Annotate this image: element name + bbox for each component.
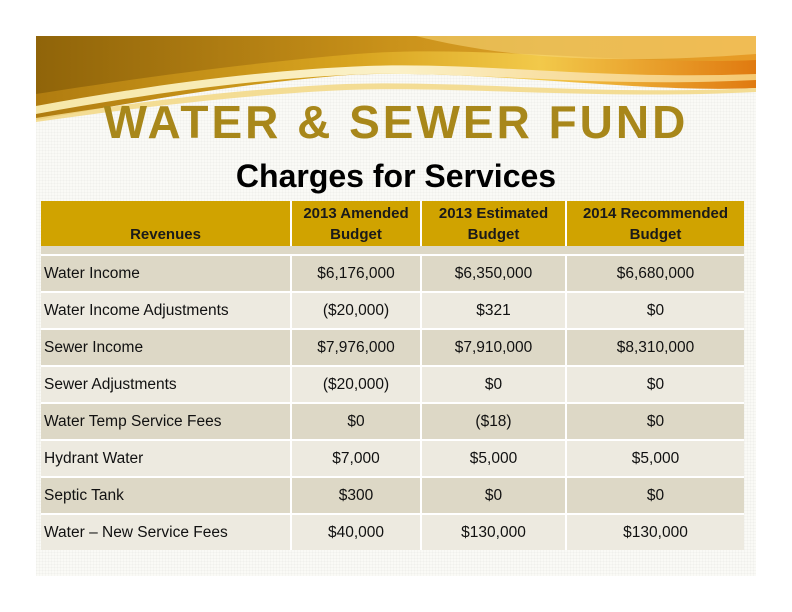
header-line: Revenues xyxy=(130,226,201,243)
row-label: Water Temp Service Fees xyxy=(41,403,291,440)
header-line: Budget xyxy=(467,225,520,243)
spacer-cell xyxy=(41,246,744,255)
amended-value: $7,000 xyxy=(291,440,421,477)
header-line: Budget xyxy=(330,225,382,243)
table-row xyxy=(41,514,744,550)
header-line: 2013 Amended xyxy=(303,204,409,222)
row-label: Water – New Service Fees xyxy=(41,514,291,550)
spacer-row xyxy=(41,246,744,255)
row-label: Septic Tank xyxy=(41,477,291,514)
recommended-value: $0 xyxy=(566,403,744,440)
estimated-value: $0 xyxy=(421,366,566,403)
header-revenues xyxy=(41,201,291,246)
header-2013-amended xyxy=(291,201,421,246)
row-label: Water Income xyxy=(41,255,291,292)
header-line: Budget xyxy=(629,225,682,243)
estimated-value: $321 xyxy=(421,292,566,329)
recommended-value: $130,000 xyxy=(566,514,744,550)
table-row xyxy=(41,255,744,292)
row-label: Water Income Adjustments xyxy=(41,292,291,329)
table-row xyxy=(41,292,744,329)
estimated-value: $6,350,000 xyxy=(421,255,566,292)
header-2013-estimated xyxy=(421,201,566,246)
recommended-value: $8,310,000 xyxy=(566,329,744,366)
table-row xyxy=(41,477,744,514)
amended-value: $7,976,000 xyxy=(291,329,421,366)
recommended-value: $0 xyxy=(566,292,744,329)
revenues-table xyxy=(41,201,744,550)
amended-value: ($20,000) xyxy=(291,366,421,403)
header-line: 2013 Estimated xyxy=(438,204,549,222)
estimated-value: $7,910,000 xyxy=(421,329,566,366)
recommended-value: $0 xyxy=(566,477,744,514)
recommended-value: $0 xyxy=(566,366,744,403)
amended-value: ($20,000) xyxy=(291,292,421,329)
amended-value: $40,000 xyxy=(291,514,421,550)
page-subtitle: Charges for Services xyxy=(235,158,557,194)
amended-value: $0 xyxy=(291,403,421,440)
table-row xyxy=(41,329,744,366)
table-header-row xyxy=(41,201,744,246)
table-row xyxy=(41,403,744,440)
estimated-value: ($18) xyxy=(421,403,566,440)
table-row xyxy=(41,366,744,403)
header-line: 2014 Recommended xyxy=(582,204,729,222)
slide xyxy=(36,36,756,576)
row-label: Sewer Income xyxy=(41,329,291,366)
recommended-value: $5,000 xyxy=(566,440,744,477)
estimated-value: $5,000 xyxy=(421,440,566,477)
row-label: Sewer Adjustments xyxy=(41,366,291,403)
header-2014-recommended xyxy=(566,201,744,246)
recommended-value: $6,680,000 xyxy=(566,255,744,292)
amended-value: $300 xyxy=(291,477,421,514)
estimated-value: $0 xyxy=(421,477,566,514)
table-row xyxy=(41,440,744,477)
page-title: WATER & SEWER FUND xyxy=(103,96,689,148)
row-label: Hydrant Water xyxy=(41,440,291,477)
estimated-value: $130,000 xyxy=(421,514,566,550)
amended-value: $6,176,000 xyxy=(291,255,421,292)
